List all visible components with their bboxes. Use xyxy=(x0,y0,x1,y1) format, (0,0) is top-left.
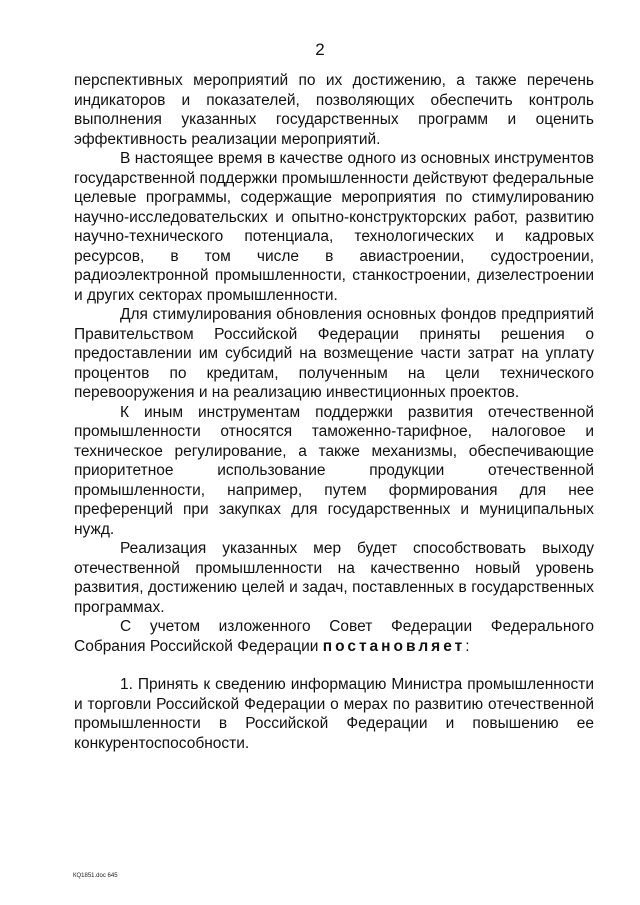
paragraph-5: Реализация указанных мер будет способствовать выходу отечественной промышленности на качественно новый уровень развития, достижению целей и задач, поставленных в государственных программах. xyxy=(74,540,594,616)
conclusion-paragraph xyxy=(74,617,594,656)
page-number: 2 xyxy=(315,40,325,59)
paragraph-3: Для стимулирования обновления основных фондов предприятий Правительством Российской Федерации приняты решения о предоставлении им субсидий на возмещение части затрат на уплату процентов по кредитам, полученным на цели технического перевооружения и на реализацию инвестиционных проектов. xyxy=(74,306,594,401)
conclusion-text: С учетом изложенного Совет Федерации Федерального Собрания Российской Федерации xyxy=(74,618,594,655)
resolution-item-1: 1. Принять к сведению информацию Министра промышленности и торговли Российской Федерации о мерах по развитию отечественной промышленности в Российской Федерации и повышению ее конкурентоспособности. xyxy=(74,676,594,752)
paragraph-2: В настоящее время в качестве одного из основных инструментов государственной поддержки промышленности действуют федеральные целевые программы, содержащие мероприятия по стимулированию научно-исследовательских и опытно-конструкторских работ, развитию научно-технического потенциала, технологических и кадровых ресурсов, в том числе в авиастроении, судостроении, радиоэлектронной промышленности, станкостроении, дизелестроении и других секторах промышленности. xyxy=(74,150,594,304)
document-body xyxy=(74,71,594,753)
document-footer-code: КQ1851.doc 645 xyxy=(73,873,118,879)
conclusion-colon: : xyxy=(465,637,470,655)
paragraph-4: К иным инструментам поддержки развития отечественной промышленности относятся таможенно-тарифное, налоговое и техническое регулирование, а также механизмы, обеспечивающие приоритетное использование продукции отечественной промышленности, например, путем формирования для нее преференций при закупках для государственных и муниципальных нужд. xyxy=(74,403,594,538)
resolution-keyword: постановляет xyxy=(322,637,466,655)
paragraph-1: перспективных мероприятий по их достижению, а также перечень индикаторов и показателей, позволяющих обеспечить контроль выполнения указанных государственных программ и оценить эффективность реализации мероприятий. xyxy=(74,72,594,148)
